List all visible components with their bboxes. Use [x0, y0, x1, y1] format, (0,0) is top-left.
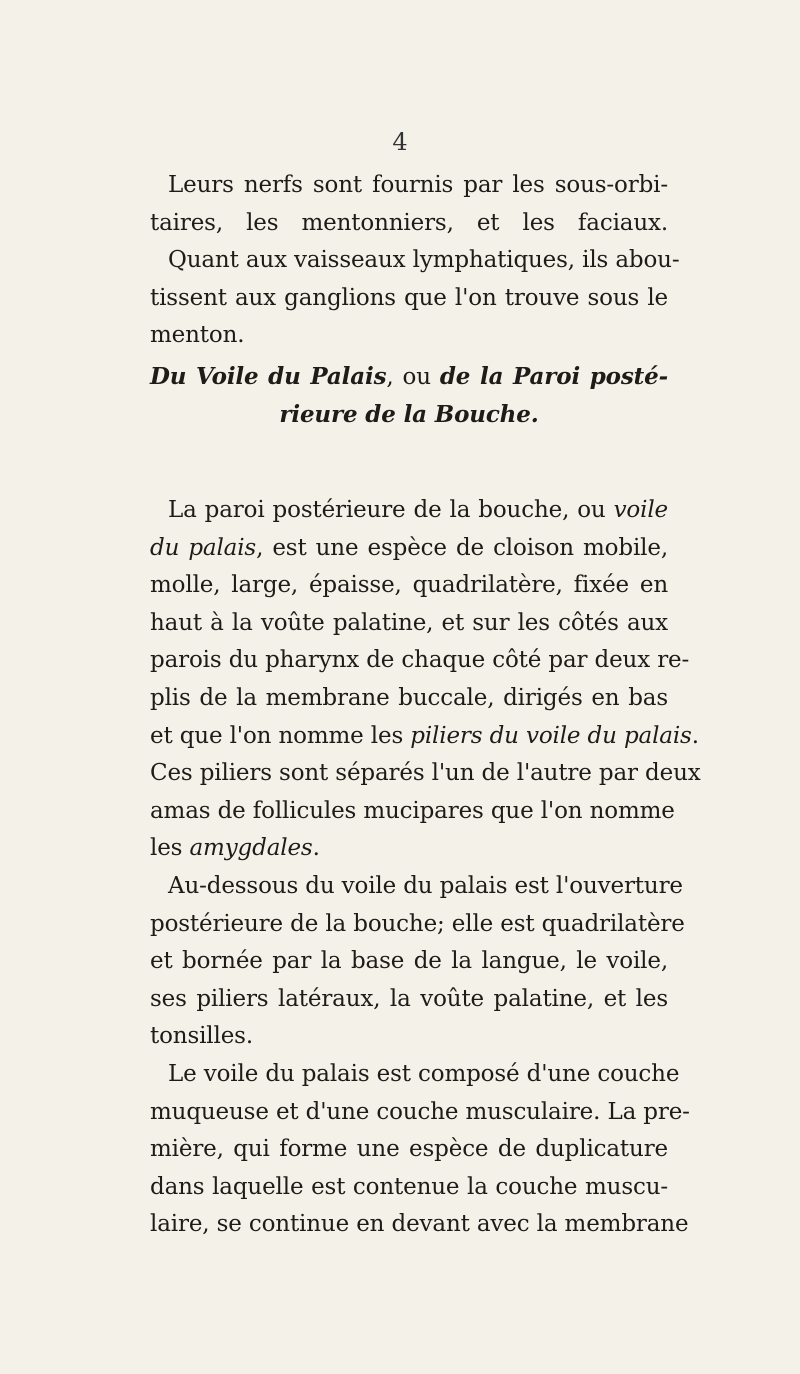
section-heading: [150, 358, 668, 433]
text-line: molle, large, épaisse, quadrilatère, fixée en: [150, 572, 668, 599]
text-line: et bornée par la base de la langue, le voile,: [150, 948, 668, 975]
heading-connector: , ou: [386, 364, 440, 390]
text-line: laire, se continue en devant avec la membrane: [150, 1211, 689, 1238]
text-line: haut à la voûte palatine, et sur les côtés aux: [150, 609, 668, 636]
text-line: [150, 718, 699, 756]
text-line: [150, 530, 668, 568]
text-line: Au-dessous du voile du palais est l'ouverture: [168, 873, 683, 899]
text-line: tissent aux ganglions que l'on trouve sous le: [150, 284, 668, 311]
heading-line: [150, 358, 668, 396]
text-line: amas de follicules mucipares que l'on nomme: [150, 797, 675, 824]
text-span: , est une espèce de cloison mobile,: [256, 534, 668, 561]
text-line: taires, les mentonniers, et les faciaux.: [150, 209, 668, 236]
text-line: muqueuse et d'une couche musculaire. La pre-: [150, 1098, 690, 1125]
heading-line: rieure de la Bouche.: [279, 400, 539, 428]
text-line: Le voile du palais est composé d'une couche: [168, 1061, 680, 1087]
text-span: les: [150, 835, 190, 862]
text-line: dans laquelle est contenue la couche muscu-: [150, 1173, 668, 1200]
text-line: parois du pharynx de chaque côté par deux re-: [150, 647, 690, 674]
text-span: La paroi postérieure de la bouche, ou: [168, 497, 614, 523]
text-line: mière, qui forme une espèce de duplicature: [150, 1136, 668, 1163]
paragraph-composition: [150, 1056, 690, 1244]
heading-subtitle: de la Paroi posté-: [439, 363, 668, 390]
text-line: Leurs nerfs sont fournis par les sous-orbi-: [168, 172, 668, 198]
paragraph-opening: [150, 868, 685, 1056]
page-number: 4: [392, 128, 408, 156]
text-line: tonsilles.: [150, 1023, 253, 1050]
heading-title: Du Voile du Palais: [150, 363, 387, 390]
italic-term: amygdales: [189, 835, 313, 862]
text-line: postérieure de la bouche; elle est quadrilatère: [150, 910, 685, 937]
text-span: et que l'on nomme les: [150, 722, 411, 749]
text-line: [150, 492, 668, 530]
paragraph-nerves: [150, 167, 680, 355]
text-span: .: [691, 722, 699, 749]
text-line: [150, 830, 668, 868]
text-line: ses piliers latéraux, la voûte palatine, et les: [150, 985, 668, 1012]
italic-term: du palais: [150, 534, 257, 561]
paragraph-soft-palate: [150, 492, 701, 868]
text-line: menton.: [150, 322, 245, 349]
text-line: Quant aux vaisseaux lymphatiques, ils abou-: [168, 247, 680, 274]
italic-term: voile: [613, 497, 668, 523]
text-line: plis de la membrane buccale, dirigés en bas: [150, 684, 668, 711]
italic-term: piliers du voile du palais: [410, 722, 692, 749]
text-span: .: [312, 835, 320, 862]
text-line: Ces piliers sont séparés l'un de l'autre par deux: [150, 760, 701, 787]
